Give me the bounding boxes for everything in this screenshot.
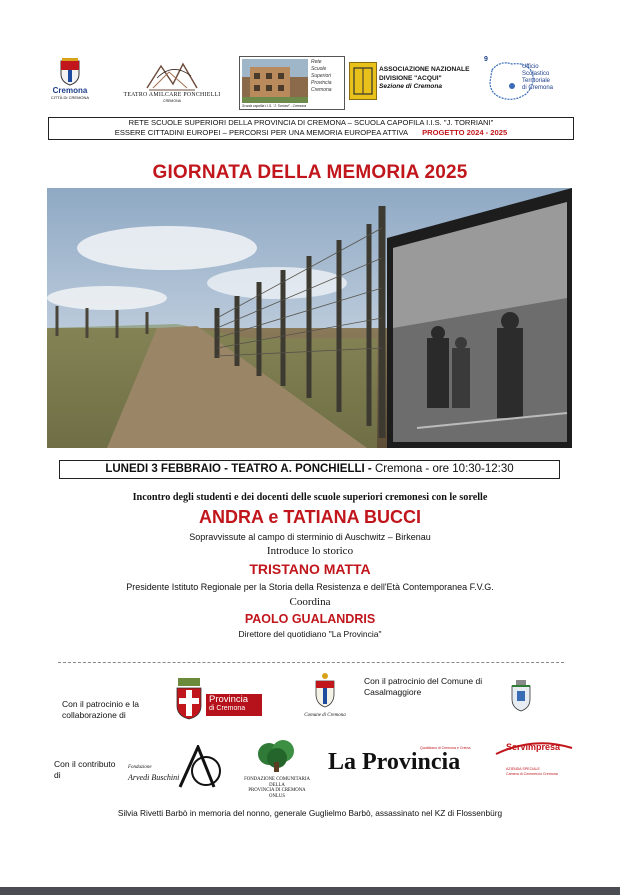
rete-scuole-logo <box>239 56 345 110</box>
provincia-sub: di Cremona <box>209 705 246 712</box>
casalmaggiore-crest-icon <box>510 680 532 712</box>
notice-line-2: ESSERE CITTADINI EUROPEI – PERCORSI PER UNA MEMORIA EUROPEA ATTIVA <box>114 128 409 137</box>
fondazione-line: ONLUS <box>269 793 285 799</box>
servimpresa-sub-1: AZIENDA SPECIALE <box>506 767 540 771</box>
provincia-cremona-logo <box>174 678 264 720</box>
ufficio-line: Scolastico <box>522 71 550 77</box>
servimpresa-sub-2: Camera di Commercio Cremona <box>506 772 558 776</box>
arvedi-a-icon <box>176 745 226 789</box>
arvedi-line-2: Arvedi Buschini <box>128 773 180 782</box>
la-provincia-tagline: Quotidiano di Cremona e Crema <box>420 746 471 750</box>
cremona-logo-text: Cremona <box>52 86 88 95</box>
network-notice-box <box>48 117 574 140</box>
project-years: PROGETTO 2024 - 2025 <box>422 128 508 137</box>
event-city-time: Cremona - ore 10:30-12:30 <box>371 463 514 475</box>
event-date-box <box>59 460 560 479</box>
arvedi-line-1: Fondazione <box>128 765 152 770</box>
acqui-emblem-icon <box>349 62 377 100</box>
rete-line: Cremona <box>311 87 332 93</box>
rete-line: Superiori <box>311 73 332 79</box>
notice-line-1: RETE SCUOLE SUPERIORI DELLA PROVINCIA DI CREMONA – SCUOLA CAPOFILA I.I.S. "J. TORRIANI" <box>128 118 494 127</box>
page-title: GIORNATA DELLA MEMORIA 2025 <box>152 162 468 183</box>
guest-description: Sopravvissute al campo di sterminio di Auschwitz – Birkenau <box>189 532 431 542</box>
fondazione-comunitaria-text <box>240 777 314 799</box>
comune-cremona-caption: Comune di Cremona <box>304 713 346 718</box>
ufficio-number: 9 <box>484 56 488 63</box>
servimpresa-name: Servimpresa <box>506 742 561 752</box>
ufficio-scolastico-logo <box>482 56 570 106</box>
rete-scuole-lines <box>311 59 332 94</box>
program-intro: Incontro degli studenti e dei docenti delle scuole superiori cremonesi con le sorelle <box>132 492 488 503</box>
divisione-acqui-logo <box>349 60 477 100</box>
ufficio-line: Ufficio <box>522 64 539 70</box>
fondazione-arvedi-logo <box>128 745 228 791</box>
ufficio-line: Territoriale <box>522 78 551 84</box>
comune-cremona-logo <box>298 672 352 724</box>
servimpresa-logo <box>494 740 574 784</box>
acqui-text <box>379 66 469 92</box>
fondazione-line: FONDAZIONE COMUNITARIA DELLA <box>244 777 310 788</box>
teatro-label: TEATRO AMILCARE PONCHIELLI <box>123 92 221 98</box>
historian-name: TRISTANO MATTA <box>249 561 371 577</box>
teatro-sublabel: CREMONA <box>163 99 181 103</box>
moderator-description: Direttore del quotidiano "La Provincia" <box>238 629 382 639</box>
acqui-line: DIVISIONE "ACQUI" <box>379 74 442 82</box>
fondazione-comunitaria-logo <box>240 740 314 799</box>
patrocinio-label: Con il patrocinio e la collaborazione di <box>62 699 140 720</box>
school-building-icon <box>242 59 308 103</box>
camp-fence-image <box>47 188 572 448</box>
moderator-name: PAOLO GUALANDRIS <box>244 612 376 626</box>
dedication-footer: Silvia Rivetti Barbò in memoria del nonno, generale Guglielmo Barbò, assassinato nel KZ di Flossenbürg <box>117 808 503 818</box>
casalmaggiore-label: Con il patrocinio del Comune di Casalmaggiore <box>364 676 483 697</box>
acqui-line: Sezione di Cremona <box>379 83 443 90</box>
divider <box>58 662 564 663</box>
ufficio-line: di Cremona <box>522 85 554 91</box>
rete-line: Scuole <box>311 66 327 72</box>
contributo-label: Con il contributo di <box>54 759 116 780</box>
la-provincia-logo <box>328 746 476 780</box>
tree-icon <box>253 740 301 772</box>
rete-line: Rete <box>311 59 322 65</box>
comune-crest-icon <box>313 672 337 708</box>
ufficio-text <box>522 64 553 92</box>
provincia-badge <box>206 694 262 716</box>
provincia-crest-icon <box>174 678 204 720</box>
fondazione-line: PROVINCIA DI CREMONA <box>248 788 306 793</box>
introduce-label: Introduce lo storico <box>266 545 354 557</box>
cremona-logo <box>48 58 92 101</box>
cremona-crest-icon <box>59 58 81 86</box>
rete-line: Provincia <box>311 80 332 86</box>
teatro-ponchielli-logo <box>108 60 236 104</box>
viewer-bottom-bar <box>0 887 620 895</box>
coordina-label: Coordina <box>289 596 331 608</box>
acqui-line: ASSOCIAZIONE NAZIONALE <box>379 66 470 73</box>
event-date-venue: LUNEDI 3 FEBBRAIO - TEATRO A. PONCHIELLI - <box>105 463 372 475</box>
guest-names: ANDRA e TATIANA BUCCI <box>199 507 421 527</box>
cremona-logo-subtext: CITTÀ DI CREMONA <box>50 95 90 100</box>
rete-caption: Scuola capofila I.I.S. "J. Torriani" - Cremona <box>242 104 307 108</box>
auschwitz-photo <box>47 188 572 448</box>
la-provincia-name: La Provincia <box>328 749 461 775</box>
notice-line-2-row <box>49 128 573 138</box>
historian-description: Presidente Istituto Regionale per la Storia della Resistenza e dell'Età Contemporanea F.V.G. <box>126 582 494 592</box>
teatro-drawing-icon <box>143 60 201 92</box>
provincia-name: Provincia <box>209 694 249 705</box>
